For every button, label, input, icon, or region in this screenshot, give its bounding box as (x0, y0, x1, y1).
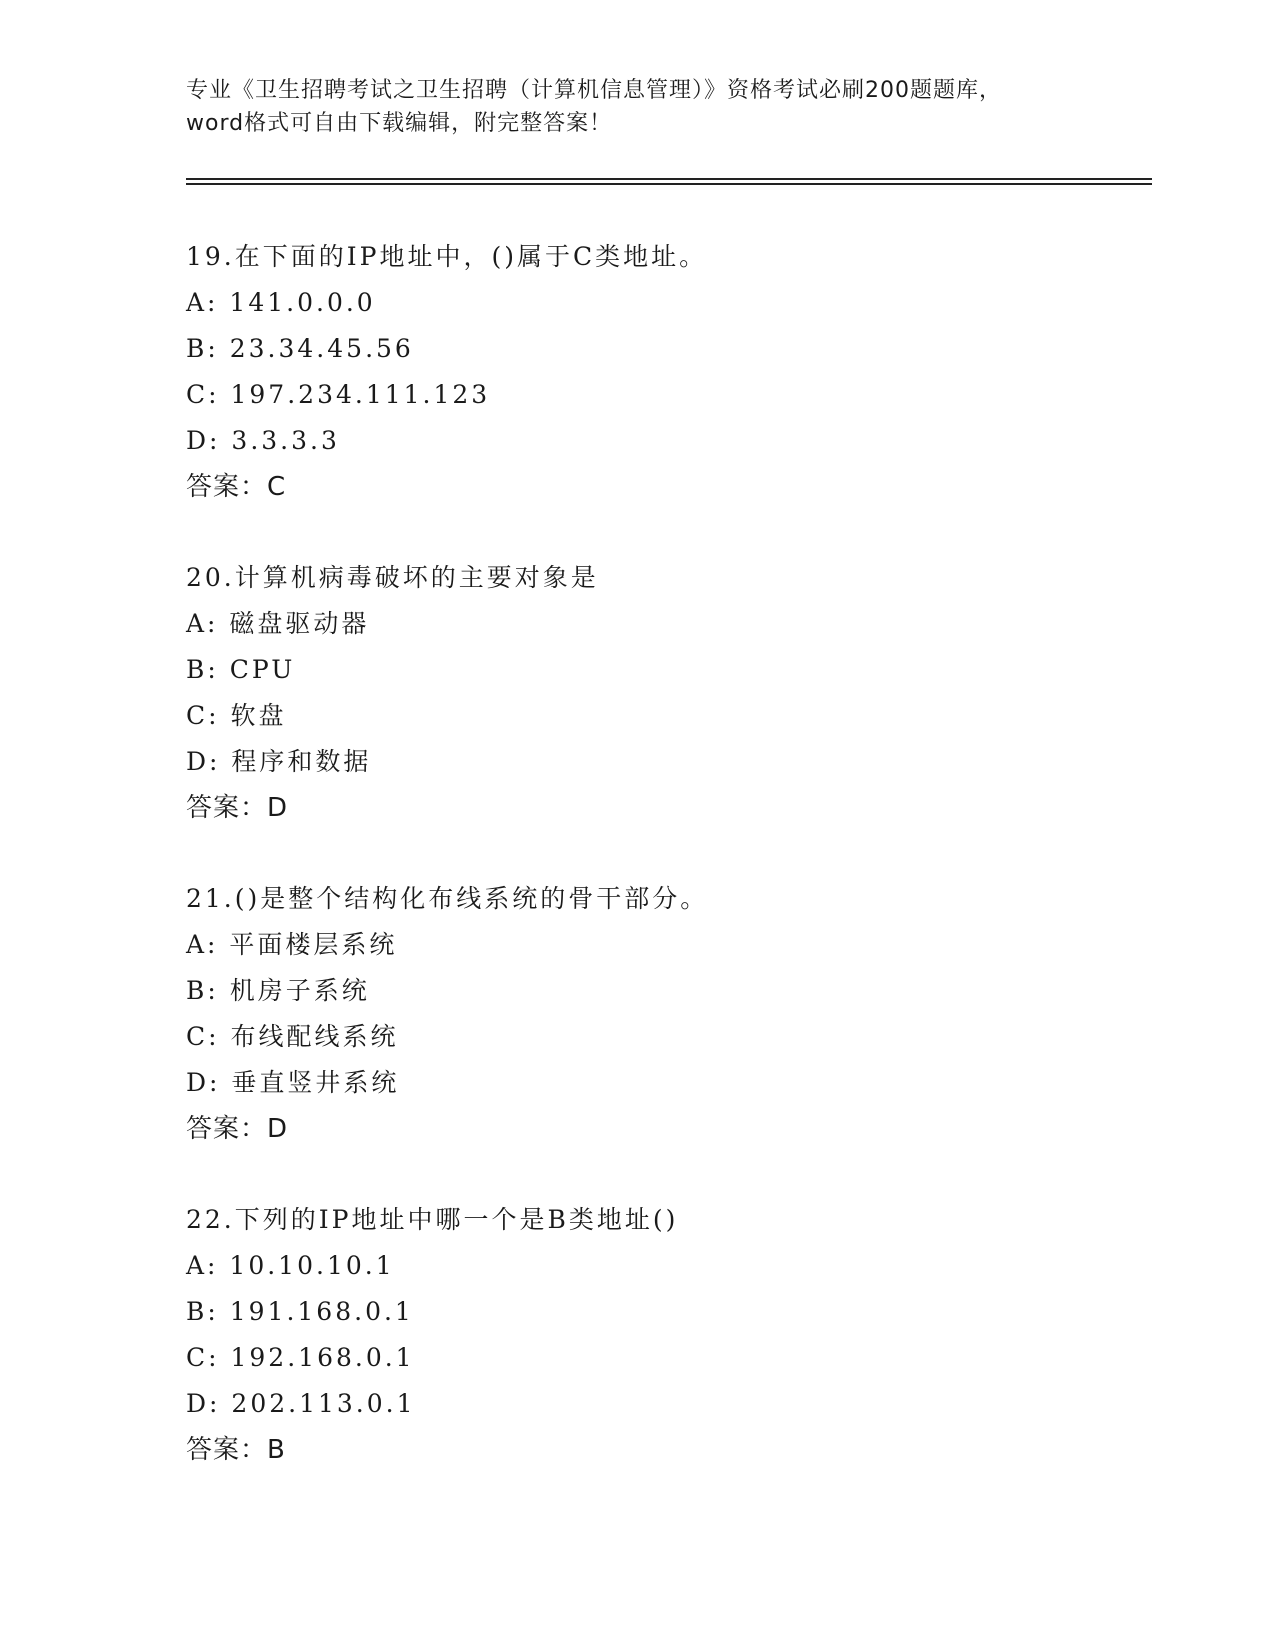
question-22 (186, 1197, 1146, 1473)
option-c: C: 布线配线系统 (186, 1022, 399, 1051)
option-a: A: 平面楼层系统 (186, 930, 398, 959)
option-a: A: 10.10.10.1 (186, 1251, 395, 1280)
question-19 (186, 234, 1146, 510)
option-a: A: 磁盘驱动器 (186, 609, 370, 638)
option-d: D: 垂直竖井系统 (186, 1068, 400, 1097)
question-stem: 22.下列的IP地址中哪一个是B类地址() (186, 1205, 679, 1234)
header-title-line-2: word格式可自由下载编辑，附完整答案！ (186, 111, 613, 136)
question-21 (186, 876, 1146, 1152)
question-20 (186, 555, 1146, 831)
option-b: B: 191.168.0.1 (186, 1297, 414, 1326)
option-d: D: 202.113.0.1 (186, 1389, 416, 1418)
header-divider-top (186, 178, 1152, 180)
option-d: D: 程序和数据 (186, 747, 372, 776)
answer-line: 答案：B (186, 1435, 286, 1465)
option-c: C: 软盘 (186, 701, 287, 730)
header-divider-bottom (186, 183, 1152, 185)
header-title-line-1: 专业《卫生招聘考试之卫生招聘（计算机信息管理）》资格考试必刷200题题库， (186, 78, 1002, 103)
question-stem: 19.在下面的IP地址中，()属于C类地址。 (186, 242, 708, 271)
option-b: B: 机房子系统 (186, 976, 370, 1005)
option-c: C: 192.168.0.1 (186, 1343, 415, 1372)
answer-line: 答案：D (186, 793, 289, 823)
option-d: D: 3.3.3.3 (186, 426, 340, 455)
option-b: B: 23.34.45.56 (186, 334, 414, 363)
answer-line: 答案：D (186, 1114, 289, 1144)
answer-line: 答案：C (186, 472, 287, 502)
question-stem: 20.计算机病毒破坏的主要对象是 (186, 563, 599, 592)
question-stem: 21.()是整个结构化布线系统的骨干部分。 (186, 884, 709, 913)
option-c: C: 197.234.111.123 (186, 380, 491, 409)
document-header (186, 74, 1086, 140)
option-b: B: CPU (186, 655, 296, 684)
option-a: A: 141.0.0.0 (186, 288, 376, 317)
